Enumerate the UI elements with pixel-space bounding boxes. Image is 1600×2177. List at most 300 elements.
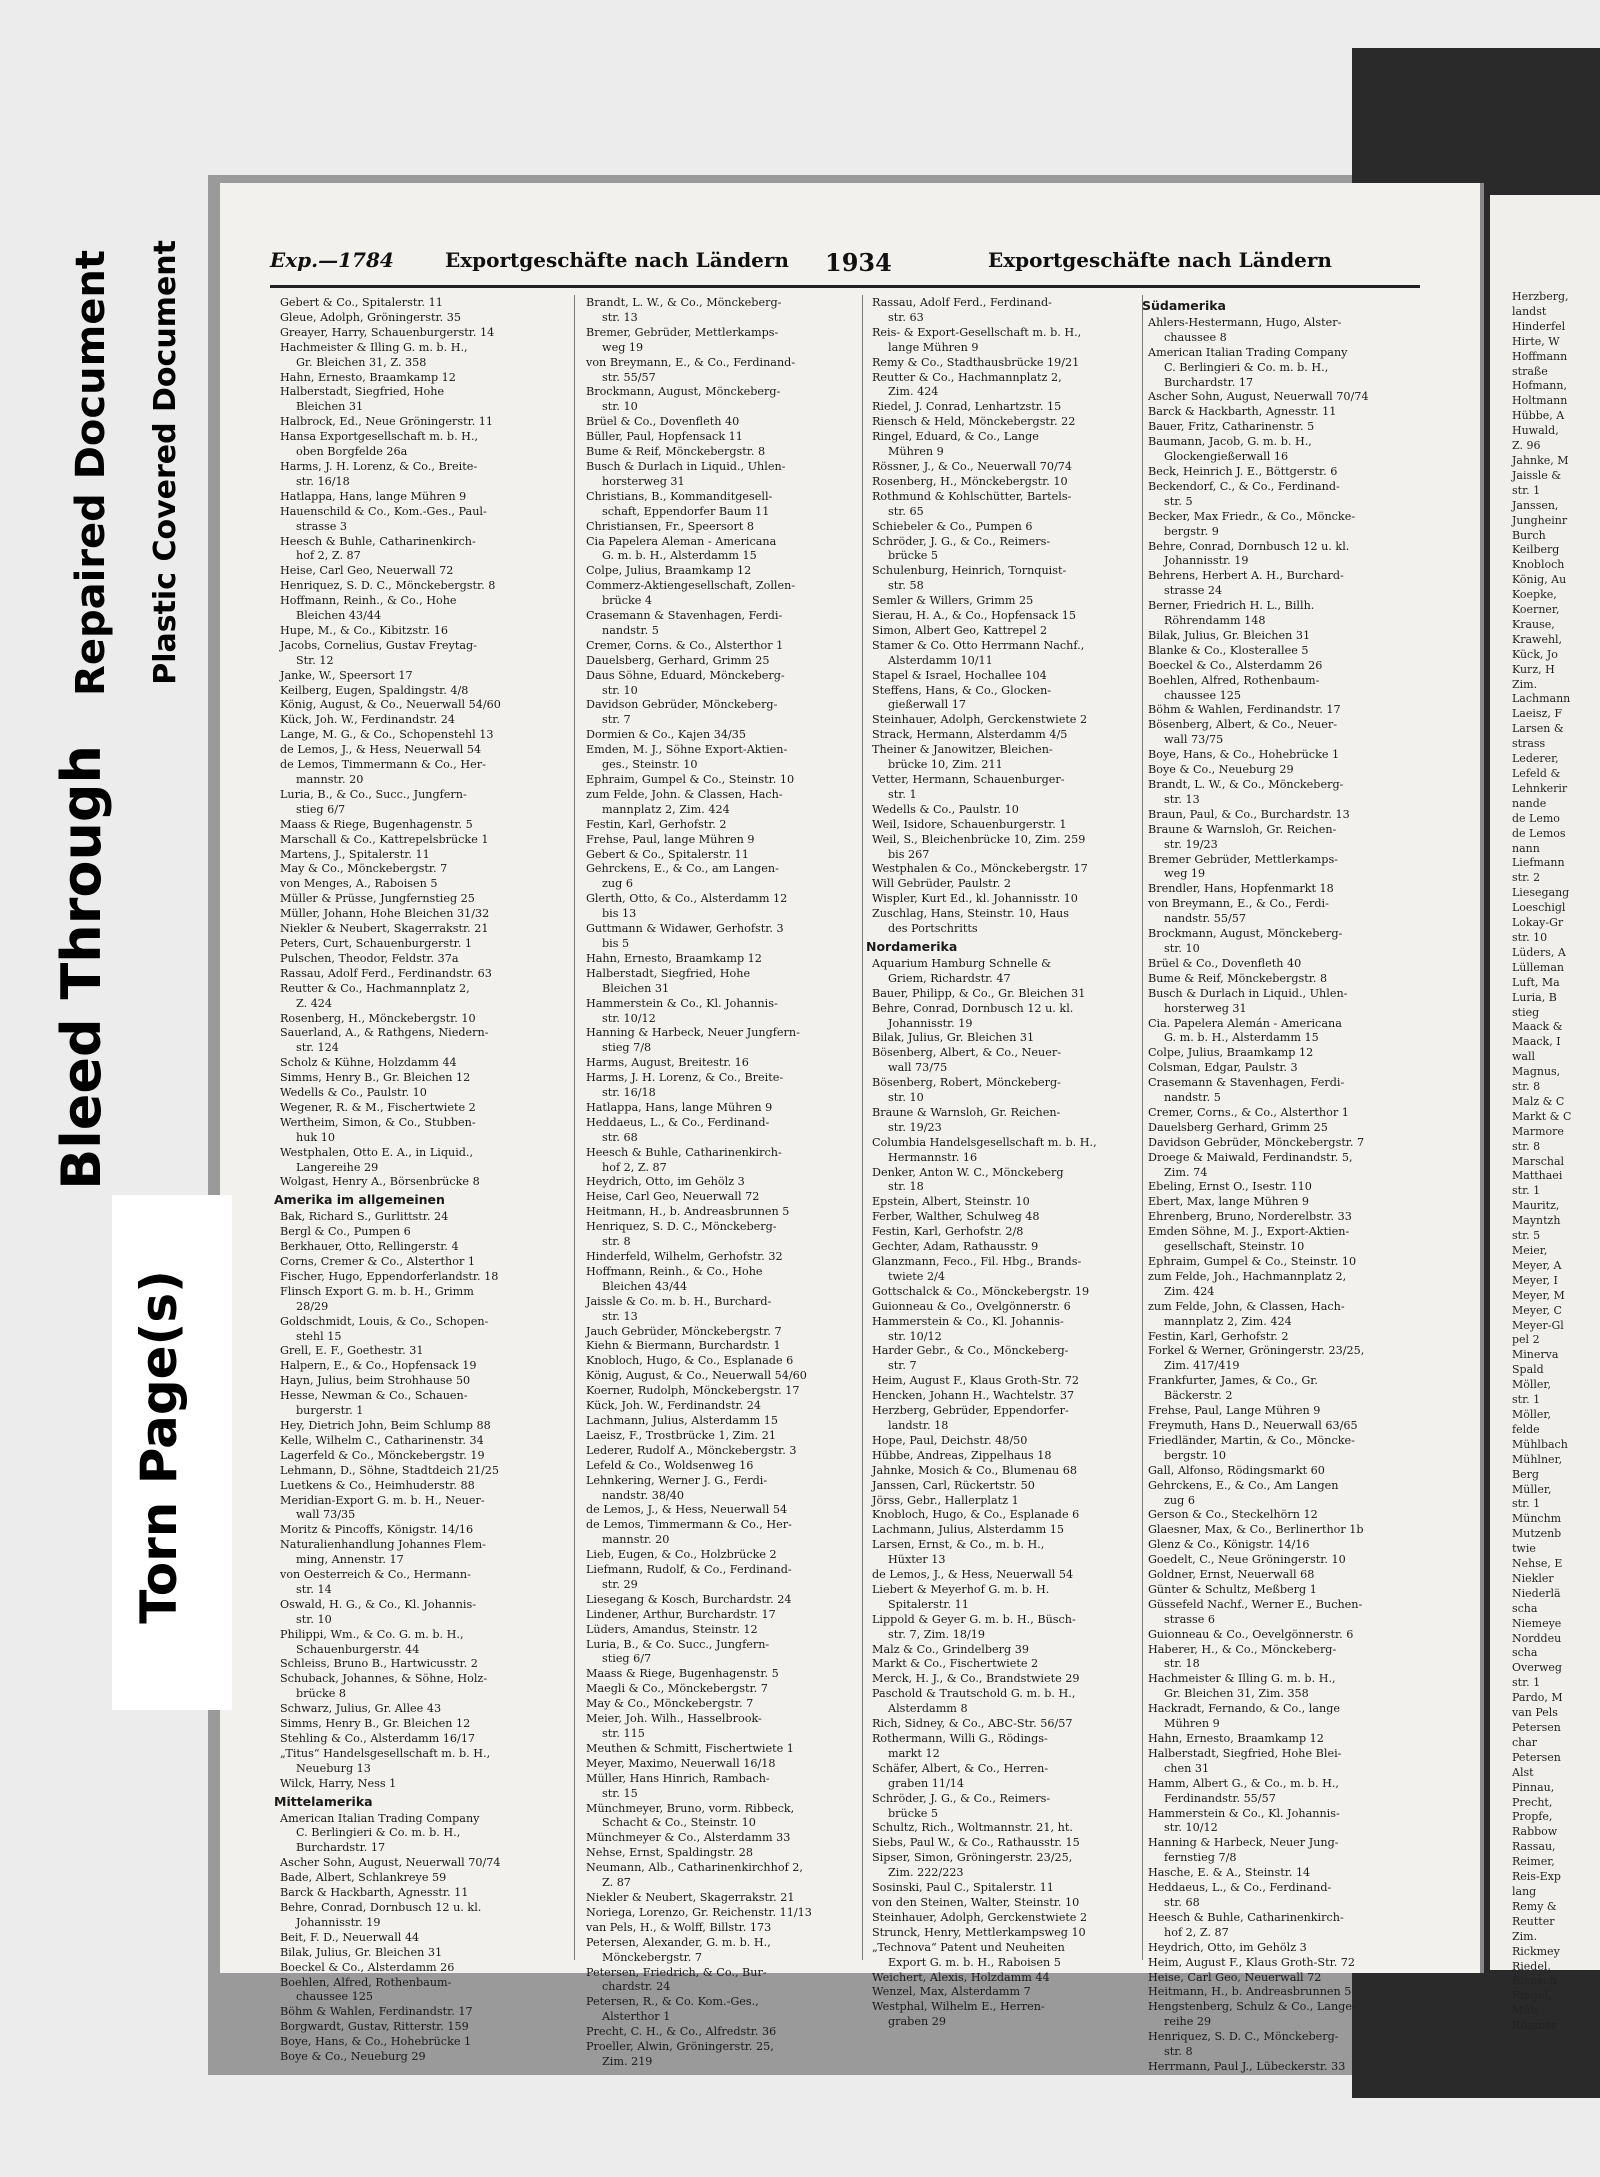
directory-entry: Goldschmidt, Louis, & Co., Schopen- [280, 1314, 489, 1328]
directory-entry: Laeisz, F., Trostbrücke 1, Zim. 21 [586, 1428, 776, 1442]
directory-entry: Reis- & Export-Gesellschaft m. b. H., [872, 325, 1082, 339]
directory-entry: Müller, Hans Hinrich, Rambach- [586, 1771, 770, 1785]
next-page-fragment: Remy & [1512, 1899, 1557, 1913]
entry-continuation: str. 10 [602, 400, 638, 414]
directory-entry: Gechter, Adam, Rathausstr. 9 [872, 1240, 1039, 1254]
directory-entry: de Lemos, J., & Hess, Neuerwall 54 [872, 1568, 1074, 1582]
entry-continuation: brücke 5 [888, 549, 939, 563]
next-page-fragment: Meyer, A [1512, 1258, 1562, 1272]
next-page-fragment: Maack & [1512, 1020, 1563, 1034]
entry-continuation: hof 2, Z. 87 [1164, 1925, 1229, 1939]
next-page-fragment: Niemeye [1512, 1616, 1562, 1630]
directory-entry: Luetkens & Co., Heimhuderstr. 88 [280, 1478, 475, 1492]
directory-entry: Beit, F. D., Neuerwall 44 [280, 1930, 420, 1944]
entry-continuation: Str. 12 [296, 653, 334, 667]
directory-entry: Boye, Hans, & Co., Hohebrücke 1 [280, 2035, 472, 2049]
directory-entry: Forkel & Werner, Gröningerstr. 23/25, [1148, 1344, 1365, 1358]
directory-entry: Riensch & Held, Mönckebergstr. 22 [872, 415, 1076, 429]
next-page-fragment: Loeschigl [1512, 901, 1566, 915]
next-page-fragment: Niederlä [1512, 1586, 1561, 1600]
directory-entry: Hammerstein & Co., Kl. Johannis- [586, 996, 778, 1010]
directory-entry: Bremer Gebrüder, Mettlerkamps- [1148, 852, 1338, 866]
directory-entry: Gall, Alfonso, Rödingsmarkt 60 [1148, 1463, 1325, 1477]
directory-entry: Brockmann, August, Mönckeberg- [586, 385, 781, 399]
directory-entry: Scholz & Kühne, Holzdamm 44 [280, 1056, 457, 1070]
next-page-fragment: Burch [1512, 528, 1546, 542]
entry-continuation: mannplatz 2, Zim. 424 [1164, 1314, 1292, 1328]
directory-entry: Heydrich, Otto, im Gehölz 3 [1148, 1940, 1307, 1954]
directory-entry: Müller, Johann, Hohe Bleichen 31/32 [280, 907, 490, 921]
directory-entry: Vetter, Hermann, Schauenburger- [872, 773, 1065, 786]
next-page-fragment: Meyer, I [1512, 1273, 1558, 1287]
directory-entry: American Italian Trading Company [280, 1811, 480, 1825]
directory-entry: Lachmann, Julius, Alsterdamm 15 [872, 1523, 1064, 1537]
directory-entry: Lagerfeld & Co., Mönckebergstr. 19 [280, 1448, 485, 1462]
directory-entry: Schulenburg, Heinrich, Tornquist- [872, 564, 1067, 578]
directory-entry: Lippold & Geyer G. m. b. H., Büsch- [872, 1612, 1076, 1626]
entry-continuation: Zim. 74 [1164, 1165, 1208, 1179]
entry-continuation: str. 18 [888, 1180, 924, 1194]
directory-entry: Boeckel & Co., Alsterdamm 26 [280, 1960, 455, 1974]
directory-entry: Festin, Karl, Gerhofstr. 2 [586, 817, 727, 831]
label-torn-pages: Torn Page(s) [130, 1270, 188, 1624]
next-page-fragment: Matthaei [1512, 1169, 1563, 1183]
directory-entry: Oswald, H. G., & Co., Kl. Johannis- [280, 1597, 477, 1611]
directory-entry: Lederer, Rudolf A., Mönckebergstr. 3 [586, 1443, 797, 1457]
directory-entry: Dauelsberg, Gerhard, Grimm 25 [586, 653, 770, 667]
entry-continuation: str. 8 [602, 1235, 631, 1249]
next-page-fragment: str. 8 [1512, 1080, 1541, 1094]
entry-continuation: G. m. b. H., Alsterdamm 15 [602, 549, 757, 563]
directory-entry: Hengstenberg, Schulz & Co., Lange- [1148, 2000, 1356, 2014]
directory-entry: Kück, Joh. W., Ferdinandstr. 24 [280, 713, 456, 727]
entry-continuation: str. 10/12 [602, 1011, 656, 1025]
directory-entry: Flinsch Export G. m. b. H., Grimm [280, 1284, 474, 1298]
directory-entry: Nehse, Ernst, Spaldingstr. 28 [586, 1846, 754, 1860]
directory-entry: Behre, Conrad, Dornbusch 12 u. kl. [280, 1900, 482, 1914]
directory-entry: Wispler, Kurt Ed., kl. Johannisstr. 10 [872, 892, 1078, 906]
directory-entry: Frankfurter, James, & Co., Gr. [1148, 1374, 1318, 1388]
header-rule [270, 285, 1420, 288]
directory-entry: Weil, Isidore, Schauenburgerstr. 1 [872, 817, 1067, 831]
directory-entry: Hencken, Johann H., Wachtelstr. 37 [872, 1389, 1075, 1403]
next-page-fragment: Koepke, [1512, 588, 1557, 602]
next-page-fragment: str. 8 [1512, 1139, 1541, 1153]
directory-entry: Ahlers-Hestermann, Hugo, Alster- [1148, 315, 1342, 329]
next-page-fragment: Hoffmann [1512, 349, 1568, 363]
entry-continuation: Mühren 9 [888, 445, 944, 459]
entry-continuation: Johannisstr. 19 [1164, 554, 1249, 568]
entry-continuation: Langereihe 29 [296, 1160, 379, 1174]
directory-entry: von Breymann, E., & Co., Ferdi- [1148, 897, 1329, 911]
directory-entry: Günter & Schultz, Meßberg 1 [1148, 1582, 1317, 1596]
entry-continuation: horsterweg 31 [602, 474, 685, 488]
next-page-fragment: Lachmann [1512, 692, 1571, 706]
directory-entry: „Titus“ Handelsgesellschaft m. b. H., [280, 1746, 491, 1760]
directory-entry: Bilak, Julius, Gr. Bleichen 31 [1148, 628, 1311, 642]
directory-entry: Corns, Cremer & Co., Alsterthor 1 [280, 1255, 475, 1268]
next-page-fragment: Holtmann [1512, 394, 1568, 408]
entry-continuation: mannplatz 2, Zim. 424 [602, 802, 730, 816]
entry-continuation: str. 68 [1164, 1895, 1200, 1909]
directory-entry: Riedel, J. Conrad, Lenhartzstr. 15 [872, 400, 1062, 414]
directory-entry: Hammerstein & Co., Kl. Johannis- [1148, 1806, 1340, 1820]
directory-entry: Bergl & Co., Pumpen 6 [280, 1225, 411, 1239]
entry-continuation: stieg 7/8 [602, 1041, 652, 1055]
directory-entry: Lieb, Eugen, & Co., Holzbrücke 2 [586, 1548, 777, 1562]
directory-entry: Heydrich, Otto, im Gehölz 3 [586, 1175, 745, 1189]
directory-entry: Halberstadt, Siegfried, Hohe [280, 385, 445, 399]
entry-continuation: landstr. 18 [888, 1418, 949, 1432]
directory-entry: Ascher Sohn, August, Neuerwall 70/74 [1148, 390, 1369, 404]
header-title-left: Exportgeschäfte nach Ländern [445, 248, 789, 272]
directory-entry: Sipser, Simon, Gröningerstr. 23/25, [872, 1851, 1073, 1865]
column-divider [574, 295, 575, 1960]
entry-continuation: Bleichen 31 [296, 400, 364, 414]
entry-continuation: nandstr. 5 [1164, 1091, 1221, 1105]
directory-entry: Strack, Hermann, Alsterdamm 4/5 [872, 728, 1068, 742]
directory-entry: Lange, M. G., & Co., Schopenstehl 13 [280, 728, 494, 742]
entry-continuation: str. 16/18 [296, 474, 350, 488]
directory-entry: Ehrenberg, Bruno, Norderelbstr. 33 [1148, 1210, 1352, 1224]
directory-entry: Meridian-Export G. m. b. H., Neuer- [280, 1493, 485, 1507]
directory-entry: Glanzmann, Feco., Fil. Hbg., Brands- [872, 1255, 1082, 1268]
column-3 [866, 296, 1144, 2029]
entry-continuation: Mühren 9 [1164, 1717, 1220, 1731]
directory-entry: Hübbe, Andreas, Zippelhaus 18 [872, 1448, 1052, 1462]
entry-continuation: str. 19/23 [888, 1120, 942, 1134]
directory-entry: Proeller, Alwin, Gröningerstr. 25, [586, 2040, 774, 2054]
directory-entry: Boye & Co., Neueburg 29 [1148, 763, 1294, 777]
directory-entry: Frehse, Paul, lange Mühren 9 [586, 832, 755, 846]
directory-entry: Barck & Hackbarth, Agnesstr. 11 [1148, 405, 1337, 419]
directory-entry: Hamm, Albert G., & Co., m. b. H., [1148, 1776, 1339, 1790]
column-2 [586, 296, 858, 2068]
label-bleed-through: Bleed Through [50, 745, 113, 1190]
next-page-fragment: wall [1512, 1050, 1536, 1064]
directory-entry: Paschold & Trautschold G. m. b. H., [872, 1687, 1076, 1701]
next-page-fragment: Krawehl, [1512, 632, 1563, 646]
entry-continuation: str. 13 [1164, 792, 1200, 806]
directory-entry: Dormien & Co., Kajen 34/35 [586, 728, 747, 742]
next-page-fragment: Meyer, C [1512, 1303, 1562, 1317]
next-page-fragment: str. 2 [1512, 871, 1541, 885]
directory-entry: Goedelt, C., Neue Gröningerstr. 10 [1148, 1553, 1346, 1567]
directory-entry: Denker, Anton W. C., Mönckeberg [872, 1165, 1064, 1179]
entry-continuation: str. 10/12 [1164, 1821, 1218, 1835]
entry-continuation: Zim. 219 [602, 2054, 653, 2068]
directory-entry: de Lemos, Timmermann & Co., Her- [586, 1518, 792, 1532]
entry-continuation: ming, Annenstr. 17 [296, 1553, 404, 1567]
directory-entry: de Lemos, J., & Hess, Neuerwall 54 [280, 743, 482, 757]
directory-entry: Meier, Joh. Wilh., Hasselbrook- [586, 1712, 762, 1726]
next-page-fragment: Berg [1512, 1467, 1539, 1481]
entry-continuation: brücke 4 [602, 594, 653, 608]
entry-continuation: Export G. m. b. H., Raboisen 5 [888, 1955, 1061, 1969]
directory-entry: Büller, Paul, Hopfensack 11 [586, 430, 743, 444]
directory-entry: Halpern, E., & Co., Hopfensack 19 [280, 1359, 477, 1373]
next-page-fragment: Herzberg, [1512, 290, 1569, 303]
directory-entry: Bauer, Fritz, Catharinenstr. 5 [1148, 420, 1315, 434]
entry-continuation: str. 68 [602, 1130, 638, 1144]
directory-entry: Marschall & Co., Kattrepelsbrücke 1 [280, 832, 489, 846]
entry-continuation: graben 11/14 [888, 1776, 964, 1790]
next-page-fragment: twie [1512, 1542, 1536, 1556]
entry-continuation: wall 73/35 [296, 1508, 356, 1522]
directory-entry: Brüel & Co., Dovenfleth 40 [1148, 956, 1302, 970]
directory-entry: von den Steinen, Walter, Steinstr. 10 [872, 1895, 1080, 1909]
directory-entry: zum Felde, John. & Classen, Hach- [586, 787, 783, 801]
directory-entry: Christiansen, Fr., Speersort 8 [586, 519, 755, 533]
directory-entry: Luria, B., & Co., Succ., Jungfern- [280, 787, 467, 801]
directory-entry: „Technova“ Patent und Neuheiten [872, 1940, 1065, 1954]
directory-entry: Berkhauer, Otto, Rellingerstr. 4 [280, 1240, 459, 1254]
next-page-fragment: str. 1 [1512, 1393, 1541, 1407]
directory-entry: Behrens, Herbert A. H., Burchard- [1148, 569, 1344, 583]
directory-entry: Liebert & Meyerhof G. m. b. H. [872, 1582, 1050, 1596]
directory-entry: Simon, Albert Geo, Kattrepel 2 [872, 623, 1048, 637]
next-page-fragment: Laeisz, F [1512, 707, 1562, 721]
directory-entry: Crasemann & Stavenhagen, Ferdi- [1148, 1076, 1345, 1090]
next-page-fragment: str. 1 [1512, 1184, 1541, 1198]
directory-entry: Ebeling, Ernst O., Isestr. 110 [1148, 1180, 1312, 1194]
directory-entry: Bösenberg, Albert, & Co., Neuer- [1148, 718, 1337, 732]
directory-entry: Sosinski, Paul C., Spitalerstr. 11 [872, 1881, 1054, 1895]
directory-entry: Lehnkering, Werner J. G., Ferdi- [586, 1473, 768, 1487]
directory-entry: Gehrckens, E., & Co., am Langen- [586, 862, 779, 876]
directory-entry: Brendler, Hans, Hopfenmarkt 18 [1148, 882, 1334, 896]
entry-continuation: zug 6 [602, 877, 633, 891]
next-page-fragment: Liesegang [1512, 886, 1570, 900]
next-page-fragment: Meyer-Gl [1512, 1318, 1564, 1332]
next-page-fragment: Overweg [1512, 1661, 1562, 1675]
directory-entry: Zuschlag, Hans, Steinstr. 10, Haus [872, 907, 1069, 921]
next-page-fragment: lang [1512, 1884, 1537, 1898]
next-page-fragment: König, Au [1512, 573, 1567, 587]
directory-entry: Herzberg, Gebrüder, Eppendorfer- [872, 1404, 1069, 1418]
entry-continuation: Gr. Bleichen 31, Zim. 358 [1164, 1687, 1309, 1701]
entry-continuation: chen 31 [1164, 1761, 1210, 1775]
directory-entry: von Menges, A., Raboisen 5 [280, 877, 438, 891]
entry-continuation: bergstr. 10 [1164, 1448, 1226, 1462]
directory-entry: Philippi, Wm., & Co. G. m. b. H., [280, 1627, 464, 1641]
directory-entry: Bilak, Julius, Gr. Bleichen 31 [872, 1031, 1035, 1045]
directory-entry: Heise, Carl Geo, Neuerwall 72 [1148, 1970, 1322, 1984]
entry-continuation: burgerstr. 1 [296, 1404, 364, 1418]
entry-continuation: str. 10 [888, 1091, 924, 1105]
next-page-fragment: char [1512, 1735, 1538, 1749]
next-page-fragment: Kurz, H [1512, 662, 1555, 676]
entry-continuation: mannstr. 20 [602, 1533, 670, 1547]
next-page-fragment: Minerva [1512, 1348, 1559, 1362]
directory-entry: Simms, Henry B., Gr. Bleichen 12 [280, 1717, 471, 1731]
entry-continuation: huk 10 [296, 1130, 335, 1144]
directory-entry: Remy & Co., Stadthausbrücke 19/21 [872, 355, 1080, 369]
directory-entry: Hey, Dietrich John, Beim Schlump 88 [280, 1418, 491, 1432]
entry-continuation: str. 65 [888, 504, 924, 518]
directory-entry: Haberer, H., & Co., Mönckeberg- [1148, 1642, 1337, 1656]
next-page-fragment: Alst [1512, 1765, 1534, 1779]
directory-entry: Commerz-Aktiengesellschaft, Zollen- [586, 579, 796, 593]
directory-entry: Henriquez, S. D. C., Mönckebergstr. 8 [280, 579, 496, 593]
next-page-fragment: Nehse, E [1512, 1557, 1563, 1571]
next-page-fragment: Meier, [1512, 1244, 1548, 1257]
directory-entry: Boye & Co., Neueburg 29 [280, 2050, 426, 2064]
next-page-fragment: Rickmey [1512, 1944, 1560, 1958]
directory-entry: May & Co., Mönckebergstr. 7 [280, 862, 448, 876]
directory-entry: Borgwardt, Gustav, Ritterstr. 159 [280, 2020, 469, 2034]
entry-continuation: str. 7, Zim. 18/19 [888, 1627, 986, 1641]
entry-continuation: chaussee 125 [296, 1990, 373, 2004]
entry-continuation: des Portschritts [888, 922, 978, 936]
entry-continuation: G. m. b. H., Alsterdamm 15 [1164, 1031, 1319, 1045]
entry-continuation: brücke 8 [296, 1687, 347, 1701]
next-page-fragment: str. 10 [1512, 930, 1548, 944]
directory-entry: Larsen, Ernst, & Co., m. b. H., [872, 1538, 1045, 1552]
directory-entry: Schleiss, Bruno B., Hartwicusstr. 2 [280, 1657, 478, 1671]
entry-continuation: ges., Steinstr. 10 [602, 758, 698, 772]
section-heading: Südamerika [1142, 298, 1226, 313]
directory-entry: König, August, & Co., Neuerwall 54/60 [586, 1369, 807, 1383]
next-page-fragment: Riedel, [1512, 1959, 1551, 1973]
entry-continuation: str. 14 [296, 1582, 332, 1596]
next-page-fragment: scha [1512, 1646, 1538, 1660]
next-page-fragment: str. 1 [1512, 1676, 1541, 1690]
entry-continuation: bis 267 [888, 847, 930, 861]
directory-entry: Malz & Co., Grindelberg 39 [872, 1642, 1029, 1656]
next-page-fragment: Lülleman [1512, 960, 1565, 974]
directory-entry: Ephraim, Gumpel & Co., Steinstr. 10 [1148, 1255, 1357, 1268]
next-page-fragment: Malz & C [1512, 1094, 1565, 1108]
directory-entry: Colpe, Julius, Braamkamp 12 [1148, 1046, 1314, 1060]
directory-entry: Jacobs, Cornelius, Gustav Freytag- [280, 638, 477, 652]
entry-continuation: str. 63 [888, 310, 924, 324]
directory-entry: Cremer, Corns. & Co., Alsterthor 1 [586, 638, 784, 652]
directory-entry: Hatlappa, Hans, lange Mühren 9 [280, 489, 467, 503]
directory-entry: Busch & Durlach in Liquid., Uhlen- [586, 459, 786, 473]
next-page-fragment: Mühlbach [1512, 1437, 1568, 1451]
directory-entry: Knobloch, Hugo, & Co., Esplanade 6 [586, 1354, 794, 1368]
directory-entry: Bade, Albert, Schlankreye 59 [280, 1871, 447, 1885]
directory-entry: Becker, Max Friedr., & Co., Möncke- [1148, 509, 1356, 523]
directory-entry: Hayn, Julius, beim Strohhause 50 [280, 1374, 471, 1388]
directory-entry: Cremer, Corns., & Co., Alsterthor 1 [1148, 1105, 1349, 1119]
directory-entry: Müller & Prüsse, Jungfernstieg 25 [280, 892, 475, 906]
directory-entry: Boehlen, Alfred, Rothenbaum- [280, 1975, 452, 1989]
directory-entry: Bösenberg, Albert, & Co., Neuer- [872, 1046, 1061, 1060]
directory-entry: Petersen, Friedrich, & Co., Bur- [586, 1965, 767, 1979]
page-number: Exp.—1784 [270, 248, 394, 272]
directory-entry: Lachmann, Julius, Alsterdamm 15 [586, 1413, 778, 1427]
directory-entry: Jauch Gebrüder, Mönckebergstr. 7 [586, 1324, 782, 1338]
directory-entry: Herrmann, Paul J., Lübeckerstr. 33 [1148, 2059, 1346, 2073]
next-page-fragment: Z. 96 [1512, 439, 1541, 453]
entry-continuation: str. 124 [296, 1041, 339, 1055]
entry-continuation: chaussee 8 [1164, 330, 1227, 344]
directory-entry: Neumann, Alb., Catharinenkirchhof 2, [586, 1861, 803, 1875]
directory-entry: Goldner, Ernst, Neuerwall 68 [1148, 1568, 1315, 1582]
directory-entry: Henriquez, S. D. C., Mönckeberg- [586, 1220, 777, 1234]
directory-entry: Braune & Warnsloh, Gr. Reichen- [1148, 822, 1337, 836]
entry-continuation: str. 16/18 [602, 1086, 656, 1100]
directory-entry: Theiner & Janowitzer, Bleichen- [872, 743, 1053, 757]
directory-entry: Gebert & Co., Spitalerstr. 11 [586, 847, 749, 861]
directory-entry: Hupe, M., & Co., Kibitzstr. 16 [280, 623, 449, 637]
directory-entry: Schiebeler & Co., Pumpen 6 [872, 519, 1033, 533]
directory-entry: Rosenberg, H., Mönckebergstr. 10 [872, 474, 1068, 488]
directory-entry: Henriquez, S. D. C., Mönckeberg- [1148, 2030, 1339, 2044]
directory-entry: Brandt, L. W., & Co., Mönckeberg- [586, 296, 782, 309]
next-page-fragment: Lokay-Gr [1512, 916, 1564, 930]
directory-entry: Freymuth, Hans D., Neuerwall 63/65 [1148, 1418, 1358, 1432]
next-page-fragment: Huwald, [1512, 424, 1559, 438]
entry-continuation: str. 15 [602, 1786, 638, 1800]
next-page-fragment: Niekler [1512, 1571, 1554, 1585]
next-page-fragment: Lederer, [1512, 752, 1559, 766]
directory-entry: Wolgast, Henry A., Börsenbrücke 8 [280, 1175, 480, 1189]
next-page-fragment: Münchm [1512, 1512, 1562, 1526]
next-page-fragment: str. 1 [1512, 483, 1541, 497]
directory-entry: Liesegang & Kosch, Burchardstr. 24 [586, 1592, 792, 1606]
entry-continuation: str. 13 [602, 1309, 638, 1323]
next-page-fragment: Propfe, [1512, 1810, 1553, 1824]
next-page-fragment: Maack, I [1512, 1035, 1561, 1049]
directory-entry: Daus Söhne, Eduard, Mönckeberg- [586, 668, 785, 682]
directory-entry: Maegli & Co., Mönckebergstr. 7 [586, 1682, 768, 1696]
entry-continuation: str. 18 [1164, 1657, 1200, 1671]
directory-entry: Hahn, Ernesto, Braamkamp 12 [1148, 1732, 1324, 1745]
next-page-fragment: Norddeu [1512, 1631, 1562, 1645]
directory-entry: Hackradt, Fernando, & Co., lange [1148, 1702, 1340, 1716]
entry-continuation: nandstr. 55/57 [1164, 912, 1246, 926]
directory-entry: Baumann, Jacob, G. m. b. H., [1148, 435, 1312, 449]
directory-entry: Steffens, Hans, & Co., Glocken- [872, 683, 1052, 697]
directory-entry: Heesch & Buhle, Catharinenkirch- [280, 534, 476, 548]
directory-entry: Dauelsberg Gerhard, Grimm 25 [1148, 1120, 1328, 1134]
directory-entry: de Lemos, Timmermann & Co., Her- [280, 758, 486, 772]
next-page-fragment: Lehnkerir [1512, 781, 1568, 795]
directory-entry: Pulschen, Theodor, Feldstr. 37a [280, 951, 459, 965]
directory-entry: Luria, B., & Co. Succ., Jungfern- [586, 1637, 770, 1651]
directory-entry: Keilberg, Eugen, Spaldingstr. 4/8 [280, 683, 469, 697]
entry-continuation: Alsterthor 1 [602, 2010, 671, 2024]
entry-continuation: str. 13 [602, 310, 638, 324]
directory-entry: Steinhauer, Adolph, Gerckenstwiete 2 [872, 1910, 1088, 1924]
directory-entry: Maass & Riege, Bugenhagenstr. 5 [280, 817, 473, 831]
directory-entry: Kiehn & Biermann, Burchardstr. 1 [586, 1339, 781, 1353]
directory-entry: Böhm & Wahlen, Ferdinandstr. 17 [280, 2005, 473, 2019]
directory-entry: Meyer, Maximo, Neuerwall 16/18 [586, 1756, 776, 1770]
directory-entry: Festin, Karl, Gerhofstr. 2 [1148, 1329, 1289, 1343]
directory-entry: Gottschalck & Co., Mönckebergstr. 19 [872, 1284, 1090, 1298]
directory-entry: Hahn, Ernesto, Braamkamp 12 [280, 370, 456, 384]
directory-entry: Maass & Riege, Bugenhagenstr. 5 [586, 1667, 779, 1681]
directory-entry: Münchmeyer & Co., Alsterdamm 33 [586, 1831, 791, 1845]
next-page-fragment: Larsen & [1512, 722, 1564, 736]
directory-entry: Böhm & Wahlen, Ferdinandstr. 17 [1148, 703, 1341, 717]
entry-continuation: str. 19/23 [1164, 837, 1218, 851]
directory-entry: Precht, C. H., & Co., Alfredstr. 36 [586, 2025, 777, 2039]
directory-entry: Hauenschild & Co., Kom.-Ges., Paul- [280, 504, 487, 518]
entry-continuation: Griem, Richardstr. 47 [888, 971, 1011, 985]
entry-continuation: weg 19 [602, 340, 644, 354]
entry-continuation: str. 10 [296, 1612, 332, 1626]
entry-continuation: markt 12 [888, 1746, 940, 1760]
column-divider [862, 295, 863, 1960]
next-page-fragment: Müh [1512, 2004, 1538, 2018]
directory-entry: Hatlappa, Hans, lange Mühren 9 [586, 1100, 773, 1114]
next-page-fragment: Müller, [1512, 1482, 1552, 1496]
